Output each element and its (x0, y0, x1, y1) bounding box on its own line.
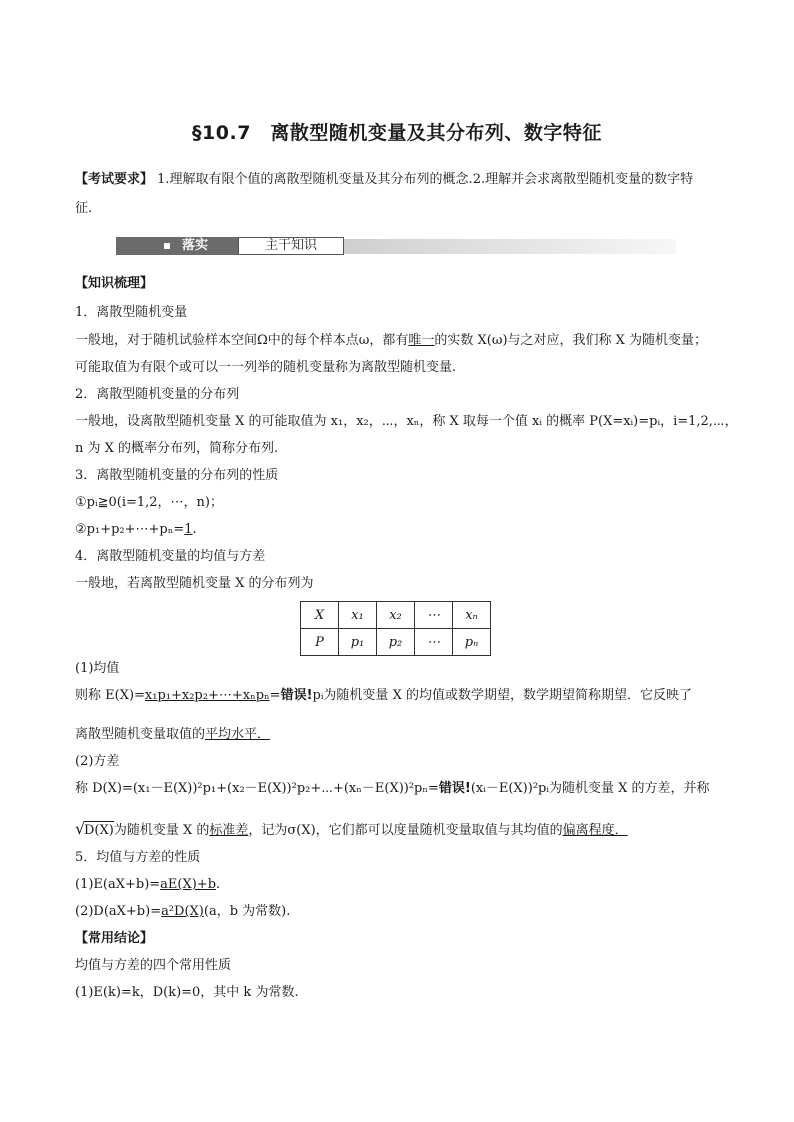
table-cell: X (301, 602, 339, 629)
s5-text-c: (2)D(aX+b)= (75, 904, 162, 919)
banner-left-label: 落实 (182, 238, 209, 253)
s2-line-2: n 为 X 的概率分布列，简称分布列. (75, 441, 279, 456)
mean-text-b: = (269, 688, 281, 703)
s5-text-a: (1)E(aX+b)= (75, 877, 161, 892)
s1-line-1 (75, 332, 707, 350)
variance-text-a: 称 D(X)=(x₁－E(X))²p₁+(x₂－E(X))²p₂+⋯+(xₙ－E(X))²pₙ= (75, 781, 439, 796)
s2-line-1: 一般地，设离散型随机变量 X 的可能取值为 x₁，x₂，⋯，xₙ，称 X 取每一个值 xᵢ 的概率 P(X=xᵢ)=pᵢ，i=1,2,⋯， (75, 414, 738, 429)
page-title: §10.7 离散型随机变量及其分布列、数字特征 (192, 122, 602, 144)
mean-underlined-2: 平均水平． (205, 727, 271, 742)
s5-underlined-1: aE(X)+b (160, 877, 217, 892)
s5-text-d: (a，b 为常数). (203, 904, 291, 919)
s3-underlined: 1 (184, 522, 193, 537)
s2-title: 2．离散型随机变量的分布列 (75, 387, 240, 402)
knowledge-heading: 【知识梳理】 (75, 276, 154, 291)
mean-text-c: pᵢ为随机变量 X 的均值或数学期望，数学期望简称期望．它反映了 (312, 688, 692, 703)
variance-text-c: 为随机变量 X 的 (113, 823, 210, 838)
variance-error-mark: 错误! (438, 781, 471, 796)
s4-intro: 一般地，若离散型随机变量 X 的分布列为 (75, 576, 314, 591)
table-cell: pₙ (453, 629, 491, 656)
s1-text-a: 一般地，对于随机试验样本空间Ω中的每个样本点ω，都有 (75, 333, 409, 348)
requirement-tag: 【考试要求】 (75, 172, 154, 187)
table-cell: p₂ (377, 629, 415, 656)
table-cell: P (301, 629, 339, 656)
mean-underlined: x₁p₁+x₂p₂+⋯+xₙpₙ (144, 688, 270, 703)
banner-dark-block (116, 237, 238, 255)
mean-title: (1)均值 (75, 661, 120, 676)
requirement-line-2: 征. (75, 201, 93, 216)
s3-text-a: ②p₁+p₂+⋯+pₙ= (75, 522, 185, 537)
table-row (301, 629, 491, 656)
conclusions-line-2: (1)E(k)=k，D(k)=0，其中 k 为常数. (75, 985, 299, 1000)
conclusions-heading: 【常用结论】 (75, 931, 154, 946)
variance-underlined-2: 偏离程度． (562, 823, 628, 838)
s5-underlined-2: a²D(X) (161, 904, 204, 919)
s5-line-2 (75, 903, 290, 921)
banner-right-label: 主干知识 (238, 237, 344, 255)
distribution-table (300, 601, 491, 656)
s5-title: 5．均值与方差的性质 (75, 850, 201, 865)
s1-underlined: 唯一 (408, 333, 435, 348)
s3-text-b: . (192, 522, 197, 537)
variance-title: (2)方差 (75, 754, 120, 769)
banner-fade-bar (344, 239, 676, 254)
mean-line-2 (75, 726, 270, 744)
mean-text-d: 离散型随机变量取值的 (75, 727, 206, 742)
table-row (301, 602, 491, 629)
s1-title: 1．离散型随机变量 (75, 305, 188, 320)
variance-line-1 (75, 780, 710, 798)
s5-text-b: . (216, 877, 221, 892)
mean-error-mark: 错误! (280, 688, 313, 703)
s1-text-b: 的实数 X(ω)与之对应，我们称 X 为随机变量； (434, 333, 708, 348)
s3-line-2 (75, 521, 197, 539)
table-cell: ⋯ (415, 602, 453, 629)
square-bullet-icon (164, 243, 170, 249)
mean-text-a: 则称 E(X)= (75, 688, 145, 703)
table-cell: x₁ (339, 602, 377, 629)
sqrt-radicand: D(X) (84, 823, 114, 838)
variance-line-2 (75, 819, 628, 840)
s5-line-1 (75, 876, 220, 894)
requirement-line-1 (75, 171, 693, 189)
conclusions-line-1: 均值与方差的四个常用性质 (75, 958, 232, 973)
table-cell: x₂ (377, 602, 415, 629)
s1-line-2: 可能取值为有限个或可以一一列举的随机变量称为离散型随机变量. (75, 360, 457, 375)
sqrt-expression (75, 819, 114, 840)
mean-line-1 (75, 687, 692, 705)
s3-line-1: ①pᵢ≧0(i=1,2，⋯，n)； (75, 495, 223, 510)
s4-title: 4．离散型随机变量的均值与方差 (75, 549, 266, 564)
variance-underlined-1: 标准差 (209, 823, 249, 838)
table-cell: xₙ (453, 602, 491, 629)
requirement-text: 1.理解取有限个值的离散型随机变量及其分布列的概念.2.理解并会求离散型随机变量的数字特 (157, 172, 694, 187)
sqrt-icon: √ (75, 819, 86, 838)
table-cell: ⋯ (415, 629, 453, 656)
variance-text-b: (xᵢ－E(X))²pᵢ为随机变量 X 的方差，并称 (470, 781, 710, 796)
s3-title: 3．离散型随机变量的分布列的性质 (75, 468, 279, 483)
table-cell: p₁ (339, 629, 377, 656)
section-banner (116, 235, 676, 257)
variance-text-d: ，记为σ(X)，它们都可以度量随机变量取值与其均值的 (248, 823, 563, 838)
